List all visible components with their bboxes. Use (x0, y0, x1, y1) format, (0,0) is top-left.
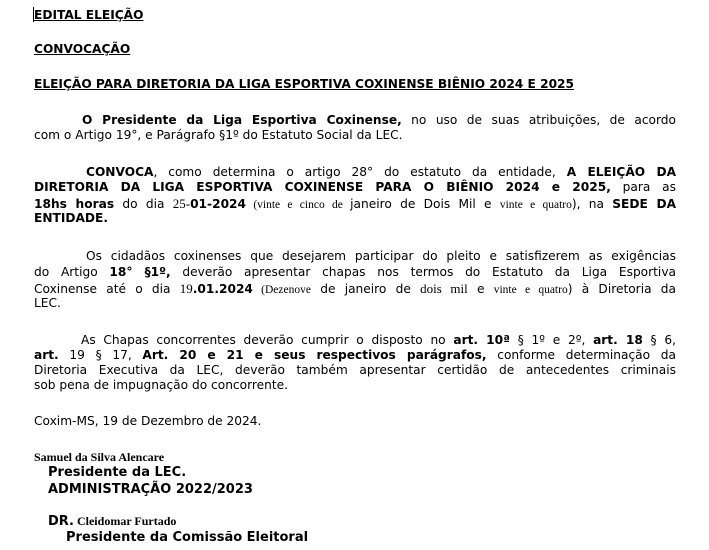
paragraph-2-line-4: ENTIDADE. (34, 211, 108, 225)
paragraph-3-line-1: Os cidadãos coxinenses que desejarem participar do pleito e satisfizerem as exigências (86, 249, 676, 263)
paragraph-4-line-3: Diretoria Executiva da LEC, deverão também apresentar certidão de antecedentes criminais (34, 363, 676, 377)
paragraph-1-line-2: com o Artigo 19°, e Parágrafo §1º do Estatuto Social da LEC. (34, 128, 403, 142)
document-heading: ELEIÇÃO PARA DIRETORIA DA LIGA ESPORTIVA COXINENSE BIÊNIO 2024 E 2025 (34, 77, 575, 91)
paragraph-3-line-2: do Artigo 18° §1º, deverão apresentar chapas nos termos do Estatuto da Liga Esportiva (34, 265, 676, 279)
signature-2-name-line: DR. Cleidomar Furtado (48, 514, 177, 529)
paragraph-3-line-4: LEC. (34, 296, 61, 310)
place-date: Coxim-MS, 19 de Dezembro de 2024. (34, 414, 262, 428)
paragraph-2-line-1: CONVOCA, como determina o artigo 28° do estatuto da entidade, A ELEIÇÃO DA (86, 165, 677, 179)
signature-1-term: ADMINISTRAÇÃO 2022/2023 (48, 482, 253, 497)
signature-1-role: Presidente da LEC. (48, 465, 187, 480)
paragraph-1-line-1: O Presidente da Liga Esportiva Coxinense, no uso de suas atribuições, de acordo (82, 113, 676, 127)
paragraph-4-line-1: As Chapas concorrentes deverão cumprir o disposto no art. 10ª § 1º e 2º, art. 18 § 6, (81, 333, 676, 347)
signature-2-role: Presidente da Comissão Eleitoral (66, 530, 309, 545)
paragraph-2-line-3: 18hs horas do dia 25-01-2024 (vinte e cinco de janeiro de Dois Mil e vinte e quatro), na SEDE DA (34, 196, 676, 211)
paragraph-4-line-4: sob pena de impugnação do concorrente. (34, 378, 288, 392)
document-subtitle: CONVOCAÇÃO (34, 42, 131, 56)
document-title: EDITAL ELEIÇÃO (34, 8, 144, 22)
paragraph-3-line-3: Coxinense até o dia 19.01.2024 (Dezenove de janeiro de dois mil e vinte e quatro) à Diretoria da (34, 281, 676, 296)
paragraph-4-line-2: art. 19 § 17, Art. 20 e 21 e seus respectivos parágrafos, conforme determinação da (34, 348, 676, 362)
signature-1-name: Samuel da Silva Alencare (34, 450, 165, 464)
paragraph-2-line-2: DIRETORIA DA LIGA ESPORTIVA COXINENSE PARA O BIÊNIO 2024 e 2025, para as (34, 180, 676, 194)
